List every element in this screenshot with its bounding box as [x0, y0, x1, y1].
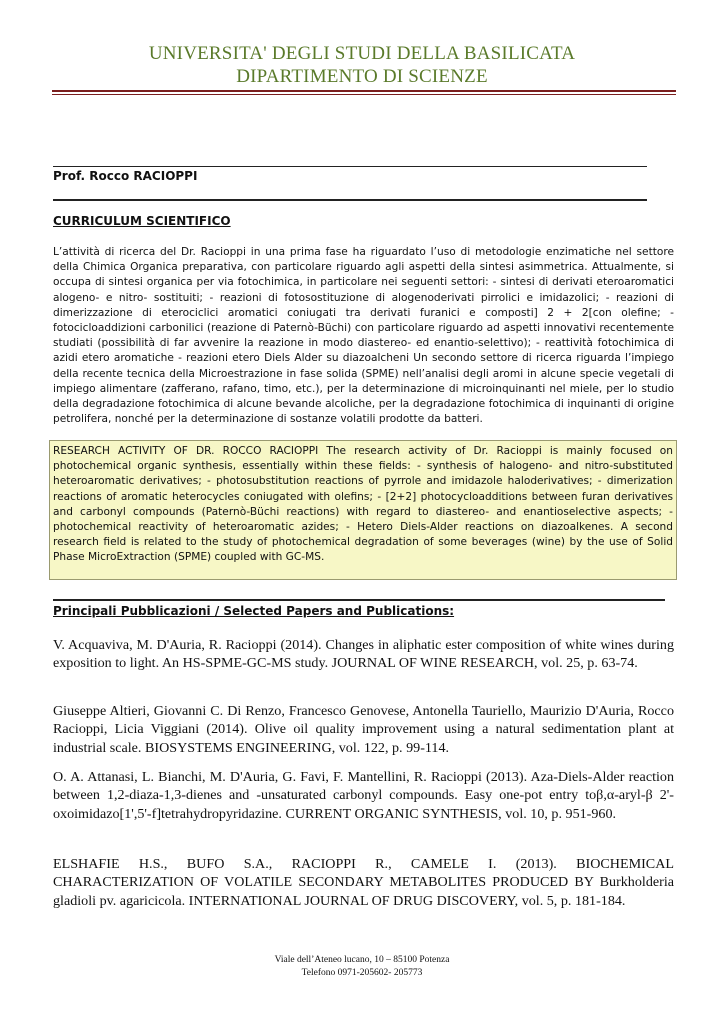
header-divider: [52, 90, 676, 92]
name-rule-top: [53, 166, 647, 167]
cv-text: L’attività di ricerca del Dr. Racioppi in una prima fase ha riguardato l’uso di metodologie enzimatiche nel settore della Chimica Organica preparativa, con particolare riguardo agli aspetti della sintesi asimmetrica. Attualmente, si occupa di sintesi organica per via fotochimica, in particolare nei seguenti settori: - sintesi di derivati eteroaromatici alogeno- e nitro- sostituiti; - reazioni di fotosostituzione di alogenoderivati pirrolici e imidazolici; - reazioni di dimerizzazione di eterociclici aromatici coniugati tra derivati furanici e composti] 2 + 2[con olefine; - fotocicloaddizioni carbonilici (reazione di Paternò-Büchi) con particolare riguardo ad aspetti innovativi recentemente studiati (possibilità di far avvenire la reazione in modo diastereo- ed enantio-selettivo); - reattività fotochimica di azidi etero aromatiche - reazioni etero Diels Alder su diazoalcheni Un secondo settore di ricerca riguarda l’impiego della recente tecnica della Microestrazione in fase solida (SPME) nell’analisi degli aromi in alcune specie vegetali di impiego alimentare (zafferano, rafano, timo, etc.), per la determinazione di microinquinanti nel miele, per lo studio della degradazione fotochimica di alcune bevande alcoliche, per la degradazione fotochimica di inquinanti di origine petrolifera, nonché per la determinazione di sostanze volatili prodotte da batteri.: [53, 246, 674, 426]
header-divider-thin: [52, 94, 676, 95]
research-activity-box: [49, 440, 677, 580]
publication-item: ELSHAFIE H.S., BUFO S.A., RACIOPPI R., CAMELE I. (2013). BIOCHEMICAL CHARACTERIZATION OF VOLATILE SECONDARY METABOLITES PRODUCED BY Burkholderia gladioli pv. agaricicola. INTERNATIONAL JOURNAL OF DRUG DISCOVERY, vol. 5, p. 181-184.: [53, 856, 674, 909]
publication-item: V. Acquaviva, M. D'Auria, R. Racioppi (2014). Changes in aliphatic ester composition of white wines during exposition to light. An HS-SPME-GC-MS study. JOURNAL OF WINE RESEARCH, vol. 25, p. 63-74.: [53, 637, 674, 672]
publications-title: Principali Pubblicazioni / Selected Papers and Publications:: [53, 604, 455, 618]
university-name: UNIVERSITA' DEGLI STUDI DELLA BASILICATA: [148, 43, 576, 64]
publications-rule: [53, 599, 665, 601]
footer-address: Viale dell’Ateneo lucano, 10 – 85100 Potenza: [274, 955, 450, 965]
research-activity-text: RESEARCH ACTIVITY OF DR. ROCCO RACIOPPI The research activity of Dr. Racioppi is mainly focused on photochemical organic synthesis, essentially within these fields: - synthesis of halogeno- and nitro-substituted heteroaromatic derivatives; - photosubstitution reactions of pyrrole and imidazole haloderivatives; - dimerization reactions of aromatic heterocycles coniugated with olefins; - [2+2] photocycloadditions between furan derivatives and carbonyl compounds (Paternò-Büchi reactions) with regard to diastereo- and enantioselective aspects; - photochemical reactivity of heteroaromatic azides; - Hetero Diels-Alder reactions on diazoalkenes. A second research field is related to the study of photochemical degradation of some beverages (wine) by the use of Solid Phase MicroExtraction (SPME) coupled with GC-MS.: [53, 445, 673, 564]
publication-item: O. A. Attanasi, L. Bianchi, M. D'Auria, G. Favi, F. Mantellini, R. Racioppi (2013). Aza-Diels-Alder reaction between 1,2-diaza-1,3-dienes and -unsaturated carbonyl compounds. Easy one-pot entry toβ,α-aryl-β 2'-oxoimidazo[1',5'-f]tetrahydropyridazine. CURRENT ORGANIC SYNTHESIS, vol. 10, p. 951-960.: [53, 769, 674, 822]
professor-name: Prof. Rocco RACIOPPI: [53, 169, 198, 183]
name-rule-bottom: [53, 199, 647, 201]
publication-item: Giuseppe Altieri, Giovanni C. Di Renzo, Francesco Genovese, Antonella Tauriello, Maurizio D'Auria, Rocco Racioppi, Licia Viggiani (2014). Olive oil quality improvement using a natural sedimentation plant at industrial scale. BIOSYSTEMS ENGINEERING, vol. 122, p. 99-114.: [53, 703, 674, 756]
footer-phone: Telefono 0971-205602- 205773: [301, 968, 423, 978]
cv-title: CURRICULUM SCIENTIFICO: [53, 214, 231, 228]
footer: [0, 954, 724, 980]
university-header: [0, 42, 724, 88]
department-name: DIPARTIMENTO DI SCIENZE: [236, 66, 488, 87]
